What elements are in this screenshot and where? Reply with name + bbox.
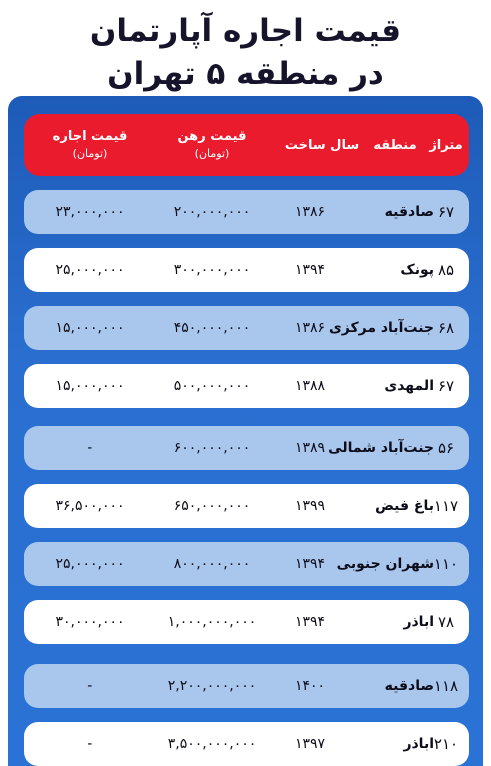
table-row — [24, 664, 469, 708]
header-region — [368, 114, 422, 176]
header-rent — [32, 114, 148, 176]
cell-region: جنت‌آباد شمالی — [328, 440, 434, 456]
page-subtitle: در منطقه ۵ تهران — [107, 56, 384, 92]
cell-rent: ۳۰,۰۰۰,۰۰۰ — [55, 614, 125, 630]
cell-rent: ۱۵,۰۰۰,۰۰۰ — [55, 320, 125, 336]
cell-rent: ۲۵,۰۰۰,۰۰۰ — [55, 262, 125, 278]
table-row — [24, 600, 469, 644]
cell-deposit: ۵۰۰,۰۰۰,۰۰۰ — [173, 378, 251, 394]
cell-rent: ۲۵,۰۰۰,۰۰۰ — [55, 556, 125, 572]
cell-deposit: ۳۰۰,۰۰۰,۰۰۰ — [173, 262, 251, 278]
header-area — [422, 114, 470, 176]
cell-year: ۱۳۹۴ — [294, 556, 326, 572]
cell-region: شهران جنوبی — [336, 556, 434, 572]
cell-rent: ۲۳,۰۰۰,۰۰۰ — [55, 204, 125, 220]
cell-year: ۱۳۸۸ — [294, 378, 326, 394]
table-row — [24, 722, 469, 766]
table-row — [24, 190, 469, 234]
cell-area: ۱۱۷ — [433, 497, 459, 515]
cell-year: ۱۳۹۴ — [294, 614, 326, 630]
cell-area: ۲۱۰ — [433, 735, 459, 753]
cell-deposit: ۶۵۰,۰۰۰,۰۰۰ — [173, 498, 251, 514]
table-header — [24, 114, 469, 176]
header-deposit-unit: (تومان) — [194, 147, 230, 160]
cell-year: ۱۳۹۹ — [294, 498, 326, 514]
cell-region: باغ فیض — [375, 498, 434, 514]
table-row — [24, 306, 469, 350]
header-area-label: متراژ — [429, 137, 463, 153]
cell-deposit: ۳,۵۰۰,۰۰۰,۰۰۰ — [167, 736, 257, 752]
cell-deposit: ۲۰۰,۰۰۰,۰۰۰ — [173, 204, 251, 220]
cell-region: صادقیه — [384, 678, 434, 694]
cell-year: ۱۳۸۶ — [294, 320, 326, 336]
header-rent-unit: (تومان) — [72, 147, 108, 160]
cell-year: ۱۳۹۷ — [294, 736, 326, 752]
cell-deposit: ۲,۲۰۰,۰۰۰,۰۰۰ — [167, 678, 257, 694]
header-year-label: سال ساخت — [284, 137, 360, 153]
cell-year: ۱۳۸۶ — [294, 204, 326, 220]
cell-region: جنت‌آباد مرکزی — [328, 320, 434, 336]
cell-region: المهدی — [384, 378, 434, 394]
header-deposit — [152, 114, 272, 176]
cell-year: ۱۳۹۴ — [294, 262, 326, 278]
cell-deposit: ۴۵۰,۰۰۰,۰۰۰ — [173, 320, 251, 336]
cell-region: پونک — [400, 262, 434, 278]
cell-area: ۶۷ — [437, 203, 455, 221]
header-region-label: منطقه — [373, 137, 417, 153]
cell-region: صادقیه — [384, 204, 434, 220]
cell-deposit: ۶۰۰,۰۰۰,۰۰۰ — [173, 440, 251, 456]
page-title: قیمت اجاره آپارتمان — [89, 13, 402, 49]
table-row — [24, 248, 469, 292]
cell-rent: - — [87, 440, 93, 456]
table-row — [24, 542, 469, 586]
cell-area: ۱۱۸ — [433, 677, 459, 695]
cell-rent: - — [87, 736, 93, 752]
table-row — [24, 364, 469, 408]
table-row — [24, 484, 469, 528]
cell-deposit: ۱,۰۰۰,۰۰۰,۰۰۰ — [167, 614, 257, 630]
cell-rent: ۱۵,۰۰۰,۰۰۰ — [55, 378, 125, 394]
cell-area: ۷۸ — [437, 613, 455, 631]
header-rent-label: قیمت اجاره — [52, 129, 128, 144]
cell-year: ۱۴۰۰ — [294, 678, 326, 694]
cell-rent: ۳۶,۵۰۰,۰۰۰ — [55, 498, 125, 514]
cell-area: ۸۵ — [437, 261, 455, 279]
cell-region: اباذر — [403, 614, 434, 630]
cell-region: اباذر — [403, 736, 434, 752]
cell-area: ۶۸ — [437, 319, 455, 337]
cell-area: ۶۷ — [437, 377, 455, 395]
cell-area: ۵۶ — [437, 439, 455, 457]
cell-deposit: ۸۰۰,۰۰۰,۰۰۰ — [173, 556, 251, 572]
cell-area: ۱۱۰ — [433, 555, 459, 573]
cell-year: ۱۳۸۹ — [294, 440, 326, 456]
table-row — [24, 426, 469, 470]
cell-rent: - — [87, 678, 93, 694]
header-deposit-label: قیمت رهن — [177, 129, 247, 144]
header-year — [276, 114, 368, 176]
